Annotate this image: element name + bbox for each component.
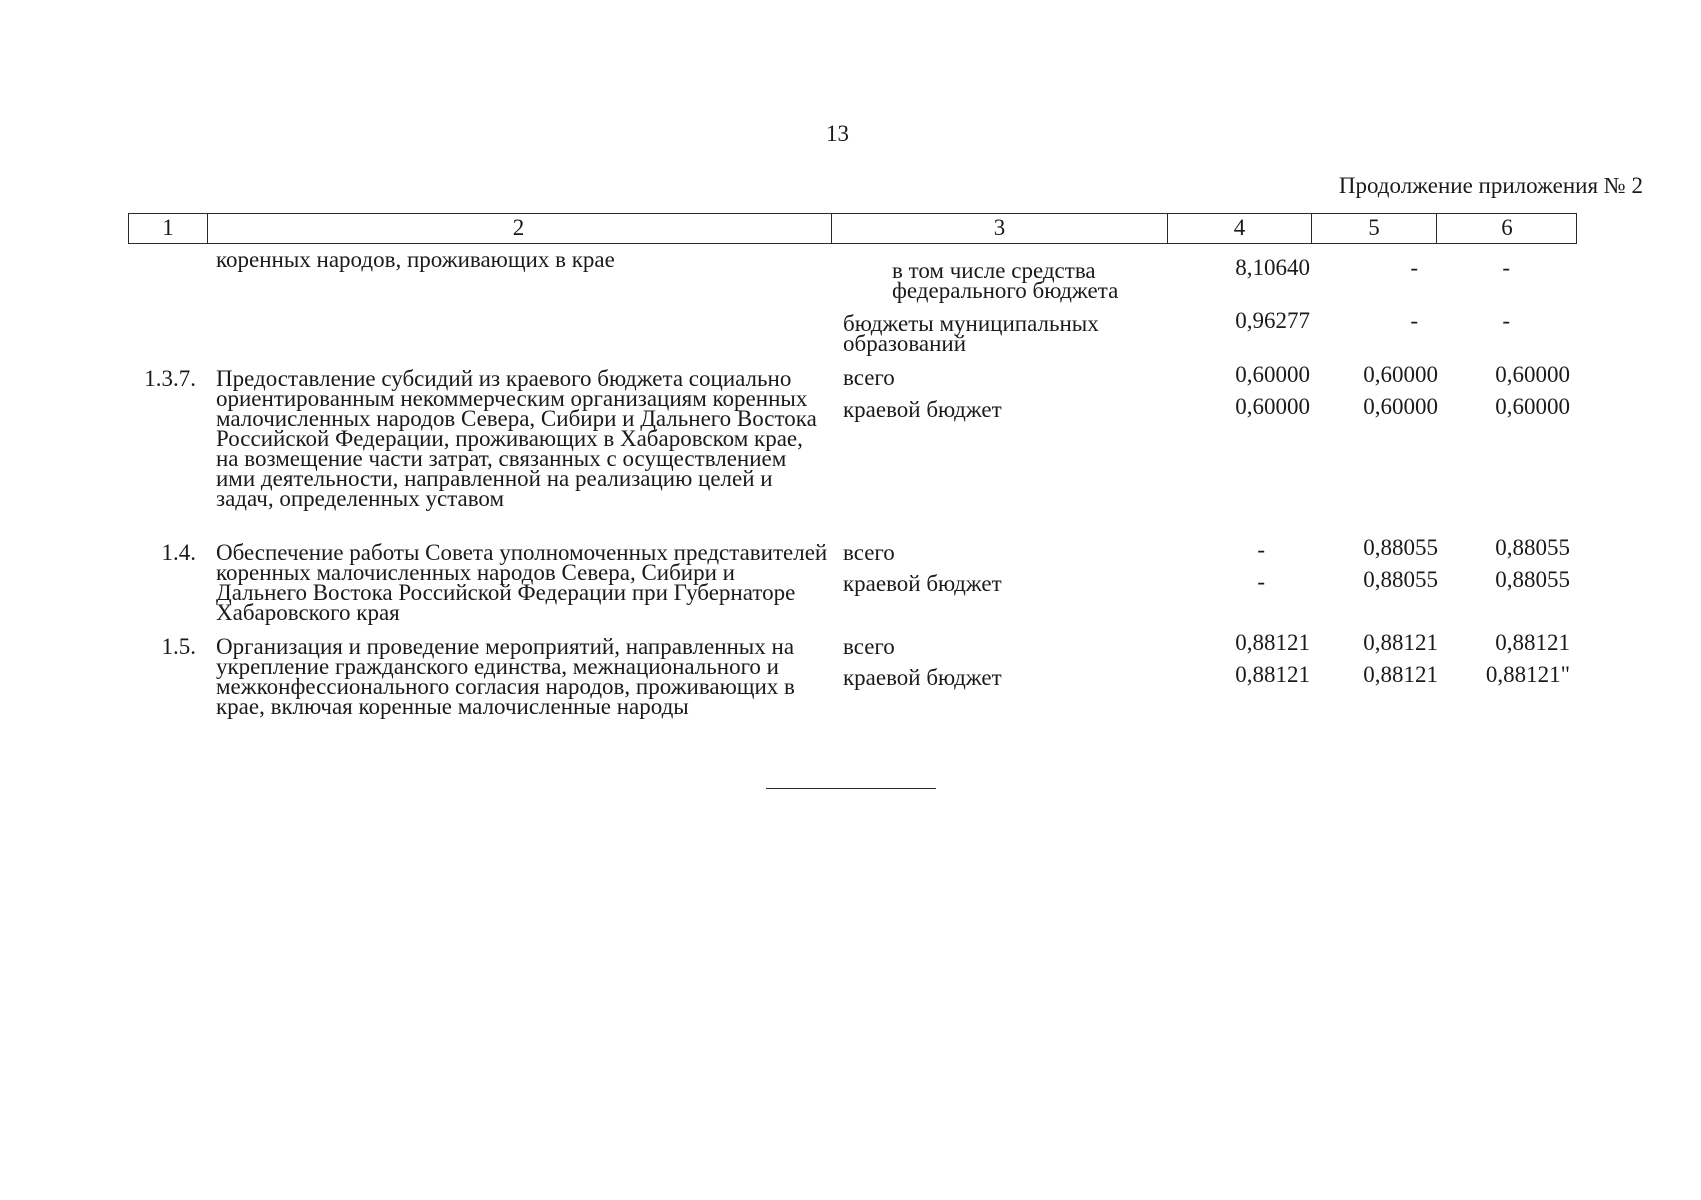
- value-col-4: 0,88121: [1235, 662, 1310, 687]
- header-cell: 1: [162, 215, 174, 240]
- row-description: Организация и проведение мероприятий, направленных на укрепление гражданского единства, межнационального и межконфессионального согласия народов, проживающих в крае, включая коренные малочисленные народы: [216, 634, 795, 719]
- value-col-5: 0,60000: [1363, 394, 1438, 419]
- value-col-5: 0,88121: [1363, 662, 1438, 687]
- value-col-4: -: [1257, 569, 1265, 594]
- funding-source: краевой бюджет: [843, 571, 1002, 596]
- value-col-5: 0,88121: [1363, 630, 1438, 655]
- value-col-4: 0,60000: [1235, 362, 1310, 387]
- value-col-6: 0,60000: [1495, 394, 1570, 419]
- page-number: 13: [826, 121, 849, 146]
- value-col-6: -: [1502, 308, 1510, 333]
- funding-source: бюджеты муниципальных образований: [843, 311, 1099, 356]
- value-col-6: -: [1502, 255, 1510, 280]
- header-cell: 2: [512, 215, 525, 240]
- value-col-4: 0,96277: [1235, 308, 1310, 333]
- value-col-4: 0,60000: [1235, 394, 1310, 419]
- value-col-5: 0,88055: [1363, 535, 1438, 560]
- value-col-6: 0,60000: [1495, 362, 1570, 387]
- value-col-5: 0,60000: [1363, 362, 1438, 387]
- header-cell: 4: [1167, 214, 1311, 243]
- value-col-6: 0,88055: [1495, 567, 1570, 592]
- row-description: Предоставление субсидий из краевого бюджета социально ориентированным некоммерческим организациям коренных малочисленных народов Севера, Сибири и Дальнего Востока Российской Федерации, проживающих в Хабаровском крае, на возмещение части затрат, связанных с осуществлением ими деятельности, направленной на реализацию целей и задач, определенных уставом: [216, 366, 817, 511]
- funding-source: всего: [843, 540, 895, 565]
- funding-source: краевой бюджет: [843, 665, 1002, 690]
- appendix-continuation-title: Продолжение приложения № 2: [1338, 173, 1643, 198]
- value-col-5: 0,88055: [1363, 567, 1438, 592]
- row-number: 1.4.: [161, 540, 196, 565]
- value-col-6: 0,88121: [1495, 630, 1570, 655]
- header-cell: 5: [1311, 214, 1436, 243]
- value-col-4: 0,88121: [1235, 630, 1310, 655]
- funding-source: краевой бюджет: [843, 397, 1002, 422]
- value-col-6: 0,88055: [1495, 535, 1570, 560]
- row-number: 1.3.7.: [144, 366, 196, 391]
- value-col-5: -: [1410, 255, 1418, 280]
- funding-source: в том числе средства федерального бюджета: [892, 258, 1119, 303]
- document-end-rule: [766, 788, 936, 789]
- value-col-4: 8,10640: [1235, 255, 1310, 280]
- header-cell: 6: [1436, 214, 1577, 243]
- row-number: 1.5.: [161, 634, 196, 659]
- funding-source: всего: [843, 365, 895, 390]
- funding-source: всего: [843, 634, 895, 659]
- value-col-5: -: [1410, 308, 1418, 333]
- header-cell: 3: [831, 214, 1167, 243]
- value-col-4: -: [1257, 537, 1265, 562]
- table-header-col-1: [128, 213, 208, 244]
- value-col-6: 0,88121": [1485, 662, 1570, 687]
- table-row-continuation-desc: коренных народов, проживающих в крае: [216, 247, 615, 272]
- row-description: Обеспечение работы Совета уполномоченных представителей коренных малочисленных народов Севера, Сибири и Дальнего Востока Российской Федерации при Губернаторе Хабаровского края: [216, 540, 828, 625]
- table-header-cols-2-6: [206, 213, 1577, 244]
